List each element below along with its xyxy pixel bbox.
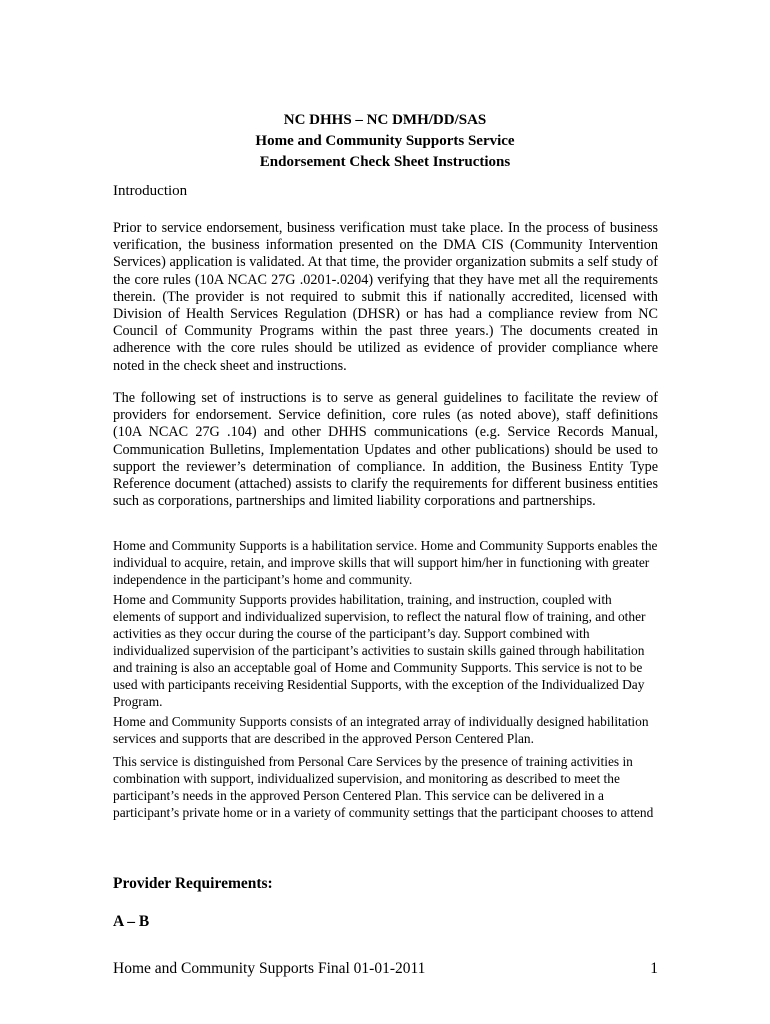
provider-requirements-heading: Provider Requirements: xyxy=(113,875,273,892)
document-header xyxy=(0,110,770,173)
footer-title: Home and Community Supports Final 01-01-2011 xyxy=(113,960,426,977)
service-paragraph-4: This service is distinguished from Personal Care Services by the presence of training activities in combination with support, individualized supervision, and monitoring as described to meet the participant’s needs in the approved Person Centered Plan. This service can be delivered in a participant’s private home or in a variety of community settings that the participant chooses to attend xyxy=(113,754,654,820)
service-paragraph-3: Home and Community Supports consists of an integrated array of individually designed habilitation services and supports that are described in the approved Person Centered Plan. xyxy=(113,714,649,746)
service-paragraph-2: Home and Community Supports provides habilitation, training, and instruction, coupled with elements of support and individualized supervision, to reflect the natural flow of training, and other activities as they occur during the course of the participant’s day. Support combined with individualized supervision of the participant’s activities to sustain skills gained through habilitation and training is also an acceptable goal of Home and Community Supports. This service is not to be used with participants receiving Residential Supports, with the exception of the Individualized Day Program. xyxy=(113,592,646,709)
introduction-paragraph-2: The following set of instructions is to serve as general guidelines to facilitate the review of providers for endorsement. Service definition, core rules (as noted above), staff definitions (10A NCAC 27G .104) and other DHHS communications (e.g. Service Records Manual, Communication Bulletins, Implementation Updates and other publications) should be used to support the reviewer’s determination of compliance. In addition, the Business Entity Type Reference document (attached) assists to clarify the requirements for different business entities such as corporations, partnerships and limited liability corporations and partnerships. xyxy=(113,390,658,510)
introduction-paragraph-1: Prior to service endorsement, business verification must take place. In the process of business verification, the business information presented on the DMA CIS (Community Intervention Services) application is validated. At that time, the provider organization submits a self study of the core rules (10A NCAC 27G .0201-.0204) verifying that they have met all the requirements therein. (The provider is not required to submit this if nationally accredited, licensed with Division of Health Services Regulation (DHSR) or has had a compliance review from NC Council of Community Programs within the past three years.) The documents created in adherence with the core rules should be utilized as evidence of provider compliance where noted in the check sheet and instructions. xyxy=(113,220,658,374)
provider-requirements-subheading: A – B xyxy=(113,913,150,930)
introduction-heading: Introduction xyxy=(113,183,188,199)
header-agency: NC DHHS – NC DMH/DD/SAS xyxy=(283,112,487,128)
page-number: 1 xyxy=(650,960,658,977)
header-document-title: Endorsement Check Sheet Instructions xyxy=(259,154,511,170)
service-paragraph-1: Home and Community Supports is a habilitation service. Home and Community Supports enables the individual to acquire, retain, and improve skills that will support him/her in functioning with greater independence in the participant’s home and community. xyxy=(113,538,658,587)
header-service-title: Home and Community Supports Service xyxy=(255,133,515,149)
